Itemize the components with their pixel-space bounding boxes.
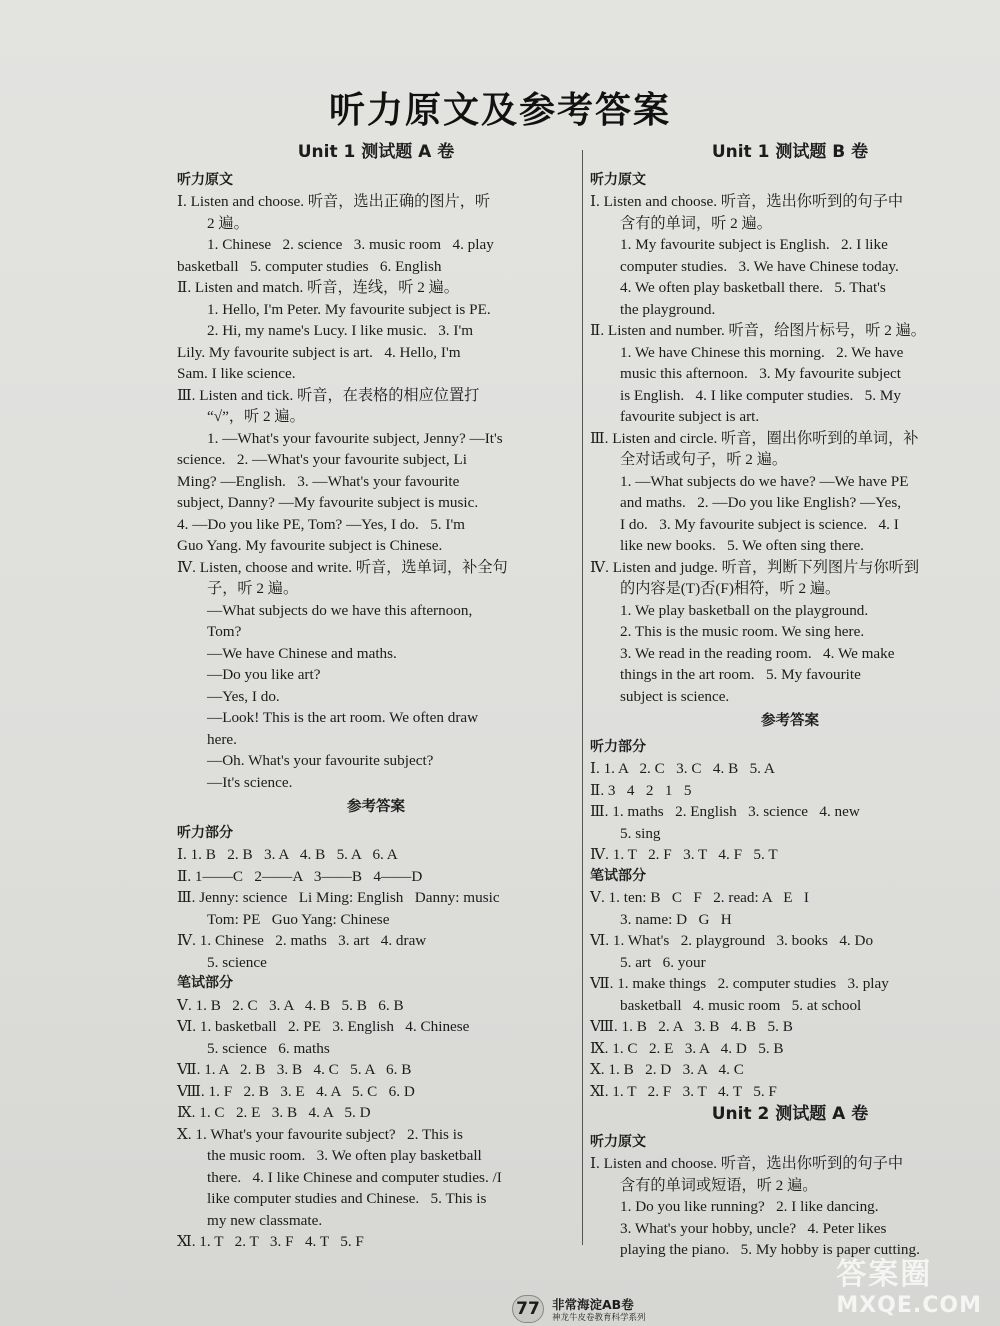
listening-heading: 听力部分 xyxy=(177,824,233,841)
script-heading: 听力原文 xyxy=(177,171,233,188)
text-line: 含有的单词，听 2 遍。 xyxy=(620,214,772,232)
text-line: like computer studies and Chinese. 5. This is xyxy=(207,1190,487,1207)
listening-answers xyxy=(177,844,575,973)
text-line: 4. We often play basketball there. 5. That's xyxy=(620,279,886,296)
text-line: Ⅺ. 1. T 2. T 3. F 4. T 5. F xyxy=(177,1233,364,1250)
text-line: Ⅰ. 1. B 2. B 3. A 4. B 5. A 6. A xyxy=(177,846,398,863)
unit-heading: Unit 1 测试题 A 卷 xyxy=(297,142,455,162)
text-line: Tom? xyxy=(207,623,242,640)
text-line: favourite subject is art. xyxy=(620,408,760,425)
text-line: Ⅳ. Listen and judge. 听音，判断下列图片与你听到 xyxy=(590,558,920,576)
text-line: Ⅸ. 1. C 2. E 3. A 4. D 5. B xyxy=(590,1039,784,1057)
text-line: 1. Do you like running? 2. I like dancing. xyxy=(620,1198,879,1215)
answers-heading: 参考答案 xyxy=(761,713,819,729)
text-line: Lily. My favourite subject is art. 4. Hello, I'm xyxy=(177,343,461,361)
text-line: basketball 4. music room 5. at school xyxy=(620,996,862,1014)
text-line: Ⅳ. Listen, choose and write. 听音，选单词，补全句 xyxy=(177,558,508,576)
text-line: Ⅶ. 1. make things 2. computer studies 3. play xyxy=(590,975,889,992)
written-heading: 笔试部分 xyxy=(177,975,233,991)
text-line: —Look! This is the art room. We often draw xyxy=(207,709,479,726)
unit2-script-lines xyxy=(590,1153,990,1261)
text-line: Ⅵ. 1. basketball 2. PE 3. English 4. Chinese xyxy=(177,1018,470,1035)
written-answers xyxy=(177,995,575,1253)
text-line: Sam. I like science. xyxy=(177,365,296,382)
column-divider xyxy=(582,150,583,1245)
text-line: Ⅱ. Listen and match. 听音，连线，听 2 遍。 xyxy=(177,279,459,296)
text-line: here. xyxy=(207,730,237,748)
text-line: Ⅸ. 1. C 2. E 3. B 4. A 5. D xyxy=(177,1104,371,1121)
text-line: —Do you like art? xyxy=(207,666,321,683)
text-line: 4. —Do you like PE, Tom? —Yes, I do. 5. I'm xyxy=(177,515,465,533)
written-heading: 笔试部分 xyxy=(590,867,646,884)
text-line: science. 2. —What's your favourite subject, Li xyxy=(177,451,467,468)
text-line: music this afternoon. 3. My favourite subject xyxy=(620,365,901,382)
text-line: Ⅷ. 1. F 2. B 3. E 4. A 5. C 6. D xyxy=(177,1082,415,1100)
publisher-name: 神龙牛皮卷教育科学系列 xyxy=(552,1313,646,1323)
text-line: Ⅴ. 1. B 2. C 3. A 4. B 5. B 6. B xyxy=(177,996,404,1014)
text-line: subject is science. xyxy=(620,687,730,705)
listening-answers xyxy=(590,758,990,866)
text-line: the playground. xyxy=(620,300,716,318)
listening-heading: 听力部分 xyxy=(590,738,646,755)
footer xyxy=(512,1295,692,1323)
watermark-url: MXQE.COM xyxy=(836,1293,982,1318)
text-line: 1. Hello, I'm Peter. My favourite subject is PE. xyxy=(207,300,491,318)
text-line: 1. My favourite subject is English. 2. I like xyxy=(620,236,888,253)
text-line: Ⅶ. 1. A 2. B 3. B 4. C 5. A 6. B xyxy=(177,1061,412,1078)
series-name: 非常海淀AB卷 xyxy=(552,1297,634,1312)
site-watermark xyxy=(836,1249,982,1318)
text-line: —What subjects do we have this afternoon, xyxy=(207,601,473,619)
written-answers xyxy=(590,887,990,1102)
text-line: —It's science. xyxy=(207,773,293,791)
text-line: Ⅳ. 1. T 2. F 3. T 4. F 5. T xyxy=(590,846,778,863)
text-line: 3. We read in the reading room. 4. We make xyxy=(620,644,895,662)
text-line: Ⅰ. Listen and choose. 听音，选出正确的图片，听 xyxy=(177,193,491,210)
text-line: 的内容是(T)否(F)相符，听 2 遍。 xyxy=(620,580,841,597)
text-line: 含有的单词或短语，听 2 遍。 xyxy=(620,1176,818,1194)
text-line: 1. We play basketball on the playground. xyxy=(620,601,869,619)
text-line: —We have Chinese and maths. xyxy=(207,644,397,662)
text-line: Ⅰ. 1. A 2. C 3. C 4. B 5. A xyxy=(590,760,775,777)
text-line: 5. art 6. your xyxy=(620,953,706,971)
text-line: Ⅱ. Listen and number. 听音，给图片标号，听 2 遍。 xyxy=(590,322,926,339)
text-line: there. 4. I like Chinese and computer studies. /I xyxy=(207,1168,502,1186)
text-line: 2. Hi, my name's Lucy. I like music. 3. I'm xyxy=(207,322,474,339)
text-line: 1. —What subjects do we have? —We have PE xyxy=(620,472,909,490)
text-line: Ⅹ. 1. What's your favourite subject? 2. This is xyxy=(177,1125,463,1143)
text-line: Ⅹ. 1. B 2. D 3. A 4. C xyxy=(590,1061,744,1078)
text-line: Ⅱ. 3 4 2 1 5 xyxy=(590,781,692,799)
text-line: 子，听 2 遍。 xyxy=(207,580,299,597)
text-line: Ⅲ. Listen and tick. 听音，在表格的相应位置打 xyxy=(177,386,480,404)
text-line: “√”，听 2 遍。 xyxy=(207,408,305,425)
text-line: 1. We have Chinese this morning. 2. We have xyxy=(620,343,904,361)
text-line: Ⅰ. Listen and choose. 听音，选出你听到的句子中 xyxy=(590,193,904,210)
unit-heading: Unit 1 测试题 B 卷 xyxy=(711,142,869,162)
text-line: 1. Chinese 2. science 3. music room 4. play xyxy=(207,236,494,253)
unit2-script-heading: 听力原文 xyxy=(590,1133,646,1150)
script-heading: 听力原文 xyxy=(590,171,646,188)
text-line: computer studies. 3. We have Chinese today. xyxy=(620,257,899,275)
text-line: like new books. 5. We often sing there. xyxy=(620,537,864,554)
text-line: 全对话或句子，听 2 遍。 xyxy=(620,451,788,468)
text-line: is English. 4. I like computer studies. 5. My xyxy=(620,386,901,404)
answers-heading: 参考答案 xyxy=(347,799,405,815)
text-line: I do. 3. My favourite subject is science. 4. I xyxy=(620,515,899,533)
page-number: 77 xyxy=(512,1295,544,1323)
text-line: Ⅴ. 1. ten: B C F 2. read: A E I xyxy=(590,889,809,906)
text-line: my new classmate. xyxy=(207,1211,323,1229)
text-line: subject, Danny? —My favourite subject is music. xyxy=(177,494,479,511)
text-line: Ⅲ. Jenny: science Li Ming: English Danny: music xyxy=(177,889,500,906)
text-line: Ⅰ. Listen and choose. 听音，选出你听到的句子中 xyxy=(590,1155,904,1172)
text-line: Ⅵ. 1. What's 2. playground 3. books 4. Do xyxy=(590,932,874,949)
text-line: playing the piano. 5. My hobby is paper cutting. xyxy=(620,1241,920,1258)
text-line: Ⅳ. 1. Chinese 2. maths 3. art 4. draw xyxy=(177,932,427,949)
script-lines xyxy=(590,191,990,707)
text-line: 2. This is the music room. We sing here. xyxy=(620,623,865,640)
text-line: the music room. 3. We often play basketball xyxy=(207,1147,482,1164)
unit2-heading: Unit 2 测试题 A 卷 xyxy=(711,1104,869,1124)
text-line: Ⅺ. 1. T 2. F 3. T 4. T 5. F xyxy=(590,1082,777,1100)
left-column xyxy=(177,140,575,1253)
text-line: 3. name: D G H xyxy=(620,910,732,928)
text-line: basketball 5. computer studies 6. English xyxy=(177,257,442,275)
page-title: 听力原文及参考答案 xyxy=(328,90,671,131)
text-line: 5. sing xyxy=(620,824,661,842)
text-line: 5. science xyxy=(207,953,267,971)
text-line: Guo Yang. My favourite subject is Chinese. xyxy=(177,537,443,554)
text-line: Ming? —English. 3. —What's your favourite xyxy=(177,472,460,490)
text-line: things in the art room. 5. My favourite xyxy=(620,666,861,683)
text-line: Ⅱ. 1——C 2——A 3——B 4——D xyxy=(177,867,423,885)
text-line: Ⅷ. 1. B 2. A 3. B 4. B 5. B xyxy=(590,1018,793,1035)
text-line: 1. —What's your favourite subject, Jenny? —It's xyxy=(207,429,503,447)
text-line: Tom: PE Guo Yang: Chinese xyxy=(207,910,390,928)
text-line: Ⅲ. 1. maths 2. English 3. science 4. new xyxy=(590,803,860,820)
text-line: —Yes, I do. xyxy=(207,687,280,705)
text-line: and maths. 2. —Do you like English? —Yes, xyxy=(620,494,902,511)
text-line: 3. What's your hobby, uncle? 4. Peter likes xyxy=(620,1219,887,1237)
text-line: —Oh. What's your favourite subject? xyxy=(207,752,434,769)
text-line: Ⅲ. Listen and circle. 听音，圈出你听到的单词，补 xyxy=(590,429,919,447)
right-column xyxy=(590,140,990,1261)
text-line: 2 遍。 xyxy=(207,214,249,232)
text-line: 5. science 6. maths xyxy=(207,1039,330,1057)
watermark-text: 答案圈 xyxy=(836,1257,933,1292)
script-lines xyxy=(177,191,575,793)
